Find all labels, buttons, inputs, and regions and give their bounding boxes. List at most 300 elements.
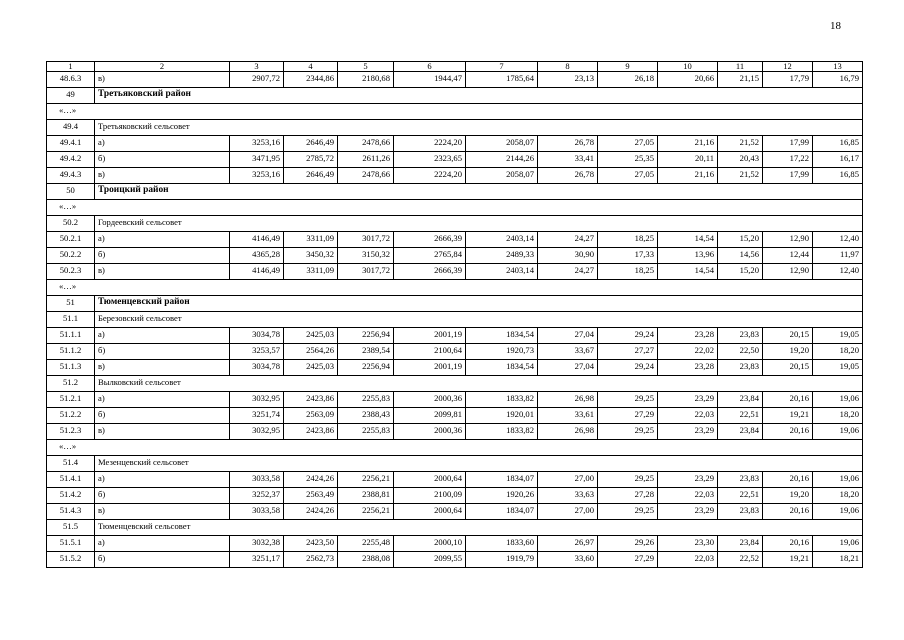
row-code: 51.2.2 <box>47 408 95 424</box>
row-code: 51.4.1 <box>47 472 95 488</box>
data-row <box>47 152 863 168</box>
value-cell: 23,84 <box>718 392 763 408</box>
value-cell: 13,96 <box>658 248 718 264</box>
row-label: в) <box>95 264 230 280</box>
value-cell: 26,97 <box>538 536 598 552</box>
value-cell: 26,98 <box>538 392 598 408</box>
value-cell: 3311,09 <box>284 264 338 280</box>
header-cell: 12 <box>763 62 813 72</box>
value-cell: 27,04 <box>538 360 598 376</box>
district-name: Третьяковский район <box>95 88 863 104</box>
value-cell: 12,44 <box>763 248 813 264</box>
value-cell: 2423,86 <box>284 392 338 408</box>
value-cell: 29,25 <box>598 392 658 408</box>
value-cell: 20,15 <box>763 328 813 344</box>
value-cell: 2000,10 <box>394 536 466 552</box>
value-cell: 3033,58 <box>230 504 284 520</box>
section-row <box>47 312 863 328</box>
value-cell: 2765,84 <box>394 248 466 264</box>
value-cell: 21,16 <box>658 136 718 152</box>
value-cell: 27,04 <box>538 328 598 344</box>
value-cell: 19,06 <box>813 504 863 520</box>
row-label: в) <box>95 504 230 520</box>
header-cell: 10 <box>658 62 718 72</box>
value-cell: 2646,49 <box>284 168 338 184</box>
ellipsis-row <box>47 280 863 296</box>
value-cell: 2646,49 <box>284 136 338 152</box>
table-body <box>47 62 863 568</box>
ellipsis-row <box>47 200 863 216</box>
ellipsis-row <box>47 104 863 120</box>
value-cell: 1785,64 <box>466 72 538 88</box>
value-cell: 3253,57 <box>230 344 284 360</box>
row-label: б) <box>95 344 230 360</box>
row-code: 51.5.2 <box>47 552 95 568</box>
row-label: а) <box>95 472 230 488</box>
value-cell: 18,21 <box>813 552 863 568</box>
value-cell: 25,35 <box>598 152 658 168</box>
value-cell: 27,28 <box>598 488 658 504</box>
value-cell: 29,26 <box>598 536 658 552</box>
value-cell: 19,21 <box>763 408 813 424</box>
value-cell: 20,11 <box>658 152 718 168</box>
value-cell: 2256,94 <box>338 360 394 376</box>
data-row <box>47 232 863 248</box>
value-cell: 23,84 <box>718 536 763 552</box>
value-cell: 15,20 <box>718 232 763 248</box>
value-cell: 1833,82 <box>466 424 538 440</box>
value-cell: 4146,49 <box>230 232 284 248</box>
value-cell: 20,16 <box>763 504 813 520</box>
row-code: 50 <box>47 184 95 200</box>
value-cell: 22,51 <box>718 488 763 504</box>
value-cell: 24,27 <box>538 264 598 280</box>
value-cell: 21,52 <box>718 136 763 152</box>
value-cell: 12,40 <box>813 232 863 248</box>
header-cell: 3 <box>230 62 284 72</box>
value-cell: 3033,58 <box>230 472 284 488</box>
row-code: 50.2.3 <box>47 264 95 280</box>
value-cell: 2058,07 <box>466 136 538 152</box>
value-cell: 2344,86 <box>284 72 338 88</box>
value-cell: 2907,72 <box>230 72 284 88</box>
value-cell: 14,54 <box>658 232 718 248</box>
value-cell: 22,03 <box>658 408 718 424</box>
row-code: 51.5.1 <box>47 536 95 552</box>
data-row <box>47 504 863 520</box>
value-cell: 2388,81 <box>338 488 394 504</box>
row-code: 49 <box>47 88 95 104</box>
row-label: в) <box>95 424 230 440</box>
value-cell: 16,17 <box>813 152 863 168</box>
row-code: 49.4.1 <box>47 136 95 152</box>
data-row <box>47 488 863 504</box>
district-name: Тюменцевский район <box>95 296 863 312</box>
value-cell: 19,20 <box>763 488 813 504</box>
row-label: б) <box>95 248 230 264</box>
value-cell: 3253,16 <box>230 136 284 152</box>
header-cell: 9 <box>598 62 658 72</box>
value-cell: 2000,36 <box>394 424 466 440</box>
ellipsis-cell: «…» <box>47 104 863 120</box>
section-row <box>47 520 863 536</box>
value-cell: 23,29 <box>658 424 718 440</box>
header-cell: 8 <box>538 62 598 72</box>
value-cell: 19,06 <box>813 536 863 552</box>
value-cell: 2489,33 <box>466 248 538 264</box>
value-cell: 17,99 <box>763 136 813 152</box>
header-cell: 4 <box>284 62 338 72</box>
value-cell: 27,00 <box>538 472 598 488</box>
row-code: 51.2.1 <box>47 392 95 408</box>
value-cell: 20,43 <box>718 152 763 168</box>
settlement-name: Третьяковский сельсовет <box>95 120 863 136</box>
value-cell: 29,25 <box>598 424 658 440</box>
row-code: 50.2 <box>47 216 95 232</box>
value-cell: 26,18 <box>598 72 658 88</box>
value-cell: 2425,03 <box>284 360 338 376</box>
row-label: а) <box>95 328 230 344</box>
value-cell: 16,85 <box>813 168 863 184</box>
value-cell: 29,24 <box>598 328 658 344</box>
value-cell: 4146,49 <box>230 264 284 280</box>
row-code: 50.2.2 <box>47 248 95 264</box>
data-row <box>47 136 863 152</box>
row-code: 51.4.3 <box>47 504 95 520</box>
value-cell: 17,79 <box>763 72 813 88</box>
row-code: 51.1.1 <box>47 328 95 344</box>
value-cell: 2058,07 <box>466 168 538 184</box>
row-code: 51.1.2 <box>47 344 95 360</box>
value-cell: 16,85 <box>813 136 863 152</box>
value-cell: 20,16 <box>763 392 813 408</box>
value-cell: 24,27 <box>538 232 598 248</box>
value-cell: 21,15 <box>718 72 763 88</box>
value-cell: 33,60 <box>538 552 598 568</box>
value-cell: 17,33 <box>598 248 658 264</box>
settlement-name: Мезенцевский сельсовет <box>95 456 863 472</box>
value-cell: 3034,78 <box>230 328 284 344</box>
row-code: 51.4.2 <box>47 488 95 504</box>
value-cell: 33,67 <box>538 344 598 360</box>
value-cell: 22,03 <box>658 552 718 568</box>
value-cell: 2100,64 <box>394 344 466 360</box>
row-label: б) <box>95 152 230 168</box>
value-cell: 18,20 <box>813 344 863 360</box>
row-label: в) <box>95 72 230 88</box>
value-cell: 14,54 <box>658 264 718 280</box>
data-row <box>47 328 863 344</box>
settlement-name: Гордеевский сельсовет <box>95 216 863 232</box>
value-cell: 2666,39 <box>394 264 466 280</box>
value-cell: 23,83 <box>718 328 763 344</box>
value-cell: 3034,78 <box>230 360 284 376</box>
data-row <box>47 552 863 568</box>
value-cell: 17,99 <box>763 168 813 184</box>
row-code: 51.2.3 <box>47 424 95 440</box>
row-label: а) <box>95 136 230 152</box>
row-label: в) <box>95 360 230 376</box>
value-cell: 1834,07 <box>466 472 538 488</box>
value-cell: 21,16 <box>658 168 718 184</box>
ellipsis-cell: «…» <box>47 200 863 216</box>
value-cell: 30,90 <box>538 248 598 264</box>
data-row <box>47 72 863 88</box>
header-cell: 11 <box>718 62 763 72</box>
header-cell: 7 <box>466 62 538 72</box>
value-cell: 2423,86 <box>284 424 338 440</box>
district-name: Троицкий район <box>95 184 863 200</box>
value-cell: 3252,37 <box>230 488 284 504</box>
value-cell: 23,28 <box>658 328 718 344</box>
value-cell: 3150,32 <box>338 248 394 264</box>
value-cell: 33,63 <box>538 488 598 504</box>
value-cell: 2255,83 <box>338 424 394 440</box>
value-cell: 2478,66 <box>338 136 394 152</box>
header-cell: 2 <box>95 62 230 72</box>
value-cell: 2388,08 <box>338 552 394 568</box>
value-cell: 20,66 <box>658 72 718 88</box>
row-label: а) <box>95 392 230 408</box>
value-cell: 1919,79 <box>466 552 538 568</box>
value-cell: 27,05 <box>598 168 658 184</box>
ellipsis-cell: «…» <box>47 440 863 456</box>
header-cell: 13 <box>813 62 863 72</box>
value-cell: 23,28 <box>658 360 718 376</box>
value-cell: 19,21 <box>763 552 813 568</box>
row-code: 49.4.2 <box>47 152 95 168</box>
district-row <box>47 88 863 104</box>
value-cell: 23,13 <box>538 72 598 88</box>
value-cell: 1920,73 <box>466 344 538 360</box>
data-row <box>47 360 863 376</box>
row-label: в) <box>95 168 230 184</box>
value-cell: 2255,48 <box>338 536 394 552</box>
value-cell: 19,05 <box>813 360 863 376</box>
value-cell: 26,78 <box>538 136 598 152</box>
settlement-name: Тюменцевский сельсовет <box>95 520 863 536</box>
value-cell: 2255,83 <box>338 392 394 408</box>
value-cell: 2224,20 <box>394 168 466 184</box>
value-cell: 23,83 <box>718 360 763 376</box>
value-cell: 2256,21 <box>338 472 394 488</box>
value-cell: 18,20 <box>813 488 863 504</box>
value-cell: 33,61 <box>538 408 598 424</box>
ellipsis-cell: «…» <box>47 280 863 296</box>
value-cell: 2423,50 <box>284 536 338 552</box>
value-cell: 3032,95 <box>230 392 284 408</box>
value-cell: 23,29 <box>658 504 718 520</box>
value-cell: 33,41 <box>538 152 598 168</box>
value-cell: 14,56 <box>718 248 763 264</box>
value-cell: 12,40 <box>813 264 863 280</box>
value-cell: 2144,26 <box>466 152 538 168</box>
value-cell: 3032,38 <box>230 536 284 552</box>
row-code: 50.2.1 <box>47 232 95 248</box>
value-cell: 1920,26 <box>466 488 538 504</box>
value-cell: 20,16 <box>763 472 813 488</box>
value-cell: 27,29 <box>598 408 658 424</box>
value-cell: 3251,74 <box>230 408 284 424</box>
data-row <box>47 424 863 440</box>
value-cell: 3253,16 <box>230 168 284 184</box>
value-cell: 1834,07 <box>466 504 538 520</box>
value-cell: 22,02 <box>658 344 718 360</box>
value-cell: 20,15 <box>763 360 813 376</box>
value-cell: 19,06 <box>813 424 863 440</box>
value-cell: 3450,32 <box>284 248 338 264</box>
section-row <box>47 376 863 392</box>
value-cell: 12,90 <box>763 264 813 280</box>
value-cell: 16,79 <box>813 72 863 88</box>
value-cell: 19,20 <box>763 344 813 360</box>
value-cell: 23,29 <box>658 472 718 488</box>
row-code: 51.1 <box>47 312 95 328</box>
value-cell: 2425,03 <box>284 328 338 344</box>
value-cell: 18,25 <box>598 264 658 280</box>
district-row <box>47 296 863 312</box>
header-cell: 6 <box>394 62 466 72</box>
value-cell: 3311,09 <box>284 232 338 248</box>
value-cell: 26,78 <box>538 168 598 184</box>
value-cell: 2562,73 <box>284 552 338 568</box>
value-cell: 19,06 <box>813 392 863 408</box>
value-cell: 2478,66 <box>338 168 394 184</box>
data-row <box>47 248 863 264</box>
row-label: б) <box>95 552 230 568</box>
value-cell: 2323,65 <box>394 152 466 168</box>
row-label: а) <box>95 536 230 552</box>
value-cell: 2000,36 <box>394 392 466 408</box>
value-cell: 21,52 <box>718 168 763 184</box>
value-cell: 27,27 <box>598 344 658 360</box>
ellipsis-row <box>47 440 863 456</box>
value-cell: 29,24 <box>598 360 658 376</box>
data-row <box>47 408 863 424</box>
value-cell: 2256,21 <box>338 504 394 520</box>
value-cell: 2388,43 <box>338 408 394 424</box>
value-cell: 2785,72 <box>284 152 338 168</box>
row-code: 51.1.3 <box>47 360 95 376</box>
value-cell: 2389,54 <box>338 344 394 360</box>
value-cell: 18,25 <box>598 232 658 248</box>
value-cell: 2611,26 <box>338 152 394 168</box>
value-cell: 23,83 <box>718 472 763 488</box>
value-cell: 2424,26 <box>284 472 338 488</box>
data-row <box>47 392 863 408</box>
value-cell: 29,25 <box>598 472 658 488</box>
value-cell: 1834,54 <box>466 328 538 344</box>
data-row <box>47 344 863 360</box>
value-cell: 11,97 <box>813 248 863 264</box>
settlement-name: Березовский сельсовет <box>95 312 863 328</box>
value-cell: 2224,20 <box>394 136 466 152</box>
value-cell: 2180,68 <box>338 72 394 88</box>
value-cell: 3017,72 <box>338 232 394 248</box>
value-cell: 1833,60 <box>466 536 538 552</box>
data-row <box>47 536 863 552</box>
value-cell: 20,16 <box>763 424 813 440</box>
data-row <box>47 264 863 280</box>
value-cell: 27,00 <box>538 504 598 520</box>
row-label: а) <box>95 232 230 248</box>
value-cell: 29,25 <box>598 504 658 520</box>
value-cell: 27,29 <box>598 552 658 568</box>
value-cell: 22,52 <box>718 552 763 568</box>
value-cell: 23,29 <box>658 392 718 408</box>
settlement-name: Вылковский сельсовет <box>95 376 863 392</box>
value-cell: 2000,64 <box>394 504 466 520</box>
value-cell: 19,05 <box>813 328 863 344</box>
value-cell: 20,16 <box>763 536 813 552</box>
value-cell: 3032,95 <box>230 424 284 440</box>
value-cell: 12,90 <box>763 232 813 248</box>
value-cell: 22,51 <box>718 408 763 424</box>
value-cell: 2666,39 <box>394 232 466 248</box>
district-row <box>47 184 863 200</box>
row-code: 48.6.3 <box>47 72 95 88</box>
header-row <box>47 62 863 72</box>
value-cell: 23,30 <box>658 536 718 552</box>
value-cell: 2424,26 <box>284 504 338 520</box>
value-cell: 2000,64 <box>394 472 466 488</box>
value-cell: 1833,82 <box>466 392 538 408</box>
value-cell: 1834,54 <box>466 360 538 376</box>
tariff-table <box>46 61 863 568</box>
data-row <box>47 168 863 184</box>
row-code: 49.4.3 <box>47 168 95 184</box>
value-cell: 22,03 <box>658 488 718 504</box>
row-label: б) <box>95 408 230 424</box>
value-cell: 26,98 <box>538 424 598 440</box>
value-cell: 2403,14 <box>466 232 538 248</box>
value-cell: 3471,95 <box>230 152 284 168</box>
row-code: 49.4 <box>47 120 95 136</box>
value-cell: 2100,09 <box>394 488 466 504</box>
section-row <box>47 120 863 136</box>
value-cell: 18,20 <box>813 408 863 424</box>
value-cell: 4365,28 <box>230 248 284 264</box>
row-label: б) <box>95 488 230 504</box>
value-cell: 1920,01 <box>466 408 538 424</box>
value-cell: 2099,55 <box>394 552 466 568</box>
value-cell: 2256,94 <box>338 328 394 344</box>
value-cell: 22,50 <box>718 344 763 360</box>
value-cell: 23,83 <box>718 504 763 520</box>
row-code: 51.5 <box>47 520 95 536</box>
page-number: 18 <box>830 20 841 32</box>
value-cell: 19,06 <box>813 472 863 488</box>
value-cell: 2563,49 <box>284 488 338 504</box>
value-cell: 17,22 <box>763 152 813 168</box>
header-cell: 5 <box>338 62 394 72</box>
value-cell: 3017,72 <box>338 264 394 280</box>
value-cell: 2563,09 <box>284 408 338 424</box>
value-cell: 23,84 <box>718 424 763 440</box>
value-cell: 15,20 <box>718 264 763 280</box>
value-cell: 2403,14 <box>466 264 538 280</box>
value-cell: 2001,19 <box>394 360 466 376</box>
header-cell: 1 <box>47 62 95 72</box>
row-code: 51.4 <box>47 456 95 472</box>
value-cell: 27,05 <box>598 136 658 152</box>
section-row <box>47 216 863 232</box>
section-row <box>47 456 863 472</box>
value-cell: 1944,47 <box>394 72 466 88</box>
value-cell: 3251,17 <box>230 552 284 568</box>
value-cell: 2564,26 <box>284 344 338 360</box>
value-cell: 2001,19 <box>394 328 466 344</box>
